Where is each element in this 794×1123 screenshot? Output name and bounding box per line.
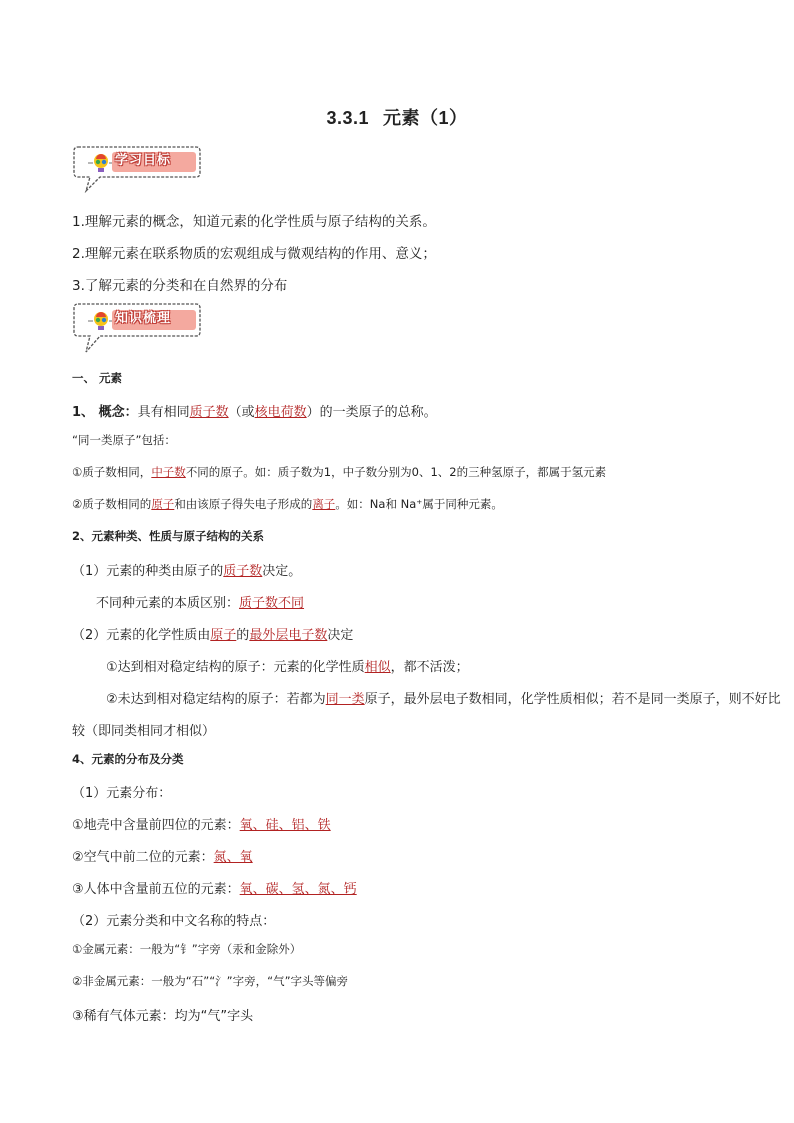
section-4-heading: 4、元素的分布及分类 bbox=[72, 752, 184, 766]
kind-line: （1）元素的种类由原子的质子数决定。 bbox=[72, 564, 302, 579]
badge-label: 学习目标 bbox=[115, 153, 172, 168]
classification-item-2: ②非金属元素：一般为“石”“氵”字旁，“气”字头等偏旁 bbox=[72, 974, 349, 988]
distribution-heading: （1）元素分布： bbox=[72, 786, 172, 801]
page-title bbox=[0, 104, 794, 130]
section-1-heading: 一、 元素 bbox=[72, 371, 123, 385]
title-number: 3.3.1 bbox=[326, 108, 370, 128]
property-item-2-cont: 较（即同类相同才相似） bbox=[72, 724, 216, 739]
include-item-2: ②质子数相同的原子和由该原子得失电子形成的离子。如：Na和 Na⁺属于同种元素。 bbox=[72, 497, 503, 511]
concept-line: 1、 概念：具有相同质子数（或核电荷数）的一类原子的总称。 bbox=[72, 405, 437, 420]
title-text: 元素（1） bbox=[383, 108, 468, 128]
section-2-heading: 2、元素种类、性质与原子结构的关系 bbox=[72, 529, 264, 543]
property-item-1: ①达到相对稳定结构的原子：元素的化学性质相似，都不活泼； bbox=[106, 660, 469, 675]
lightbulb-icon bbox=[87, 151, 113, 175]
distribution-item-1: ①地壳中含量前四位的元素：氧、硅、铝、铁 bbox=[72, 818, 331, 833]
include-item-1: ①质子数相同，中子数不同的原子。如：质子数为1，中子数分别为0、1、2的三种氢原子，都属于氢元素 bbox=[72, 465, 607, 479]
property-line: （2）元素的化学性质由原子的最外层电子数决定 bbox=[72, 628, 354, 643]
property-item-2: ②未达到相对稳定结构的原子：若都为同一类原子，最外层电子数相同，化学性质相似；若不是同一类原子，则不好比 bbox=[106, 692, 781, 707]
badge-label: 知识梳理 bbox=[115, 311, 172, 326]
lightbulb-icon bbox=[87, 309, 113, 333]
kind-sub-line: 不同种元素的本质区别：质子数不同 bbox=[96, 596, 305, 611]
classification-item-1: ①金属元素：一般为“钅”字旁（汞和金除外） bbox=[72, 942, 302, 956]
keyword-proton-number: 质子数 bbox=[189, 405, 229, 420]
include-line: “同一类原子”包括： bbox=[72, 433, 176, 447]
goal-3: 3.了解元素的分类和在自然界的分布 bbox=[72, 278, 288, 294]
keyword-nuclear-charge: 核电荷数 bbox=[254, 405, 307, 420]
classification-item-3: ③稀有气体元素：均为“气”字头 bbox=[72, 1009, 254, 1024]
classification-heading: （2）元素分类和中文名称的特点： bbox=[72, 914, 276, 929]
goal-1: 1.理解元素的概念，知道元素的化学性质与原子结构的关系。 bbox=[72, 214, 436, 230]
distribution-item-2: ②空气中前二位的元素：氮、氧 bbox=[72, 850, 253, 865]
distribution-item-3: ③人体中含量前五位的元素：氧、碳、氢、氮、钙 bbox=[72, 882, 357, 897]
learning-goals-badge bbox=[72, 143, 202, 189]
knowledge-review-badge bbox=[72, 300, 202, 346]
goal-2: 2.理解元素在联系物质的宏观组成与微观结构的作用、意义； bbox=[72, 246, 436, 262]
